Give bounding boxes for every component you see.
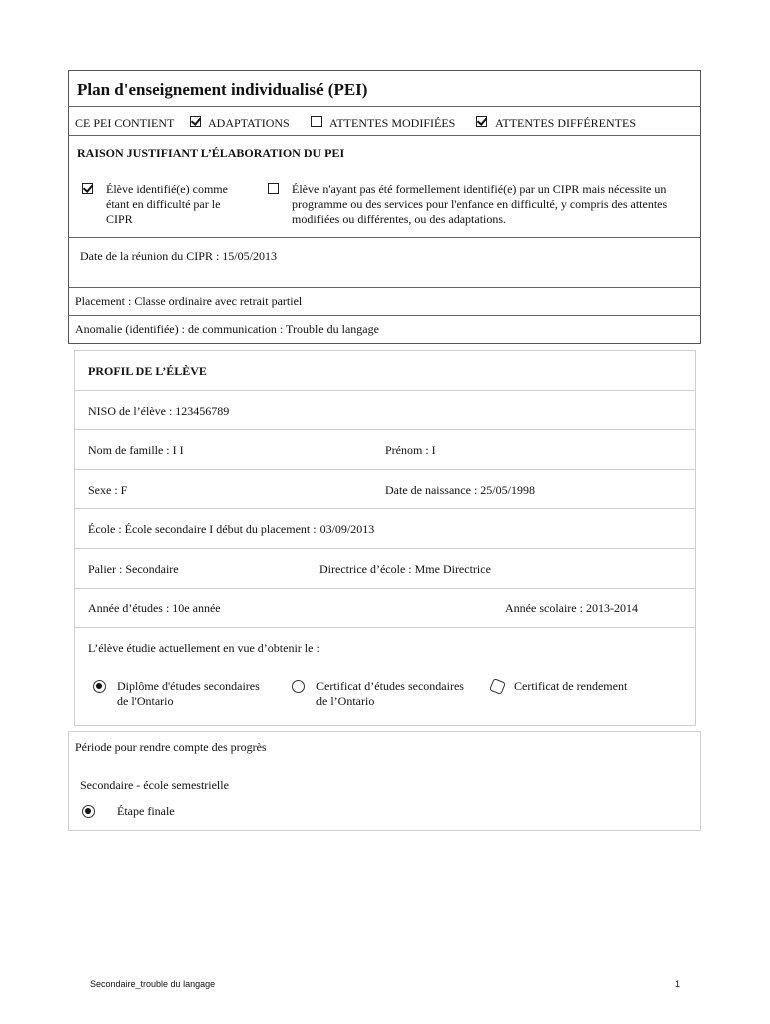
reason-heading: RAISON JUSTIFIANT L’ÉLABORATION DU PEI <box>77 146 345 160</box>
meeting-date: Date de la réunion du CIPR : 15/05/2013 <box>80 249 277 263</box>
principal: Directrice d’école : Mme Directrice <box>319 562 491 576</box>
modified-expectations-label: ATTENTES MODIFIÉES <box>329 116 456 130</box>
reason-not-identified-line-3: modifiées ou différentes, ou des adaptations. <box>292 212 507 226</box>
diploma-ossd-line-1: Diplôme d'études secondaires <box>117 679 260 693</box>
diploma-ossc-line-2: de l’Ontario <box>316 694 375 708</box>
reason-not-identified-checkbox[interactable] <box>268 183 279 194</box>
modified-expectations-checkbox[interactable] <box>311 116 322 127</box>
reason-identified-line-1: Élève identifié(e) comme <box>106 182 228 196</box>
diploma-ossc-radio[interactable] <box>292 680 305 693</box>
reason-identified-checkbox[interactable] <box>82 183 93 194</box>
diploma-ossc-line-1: Certificat d’études secondaires <box>316 679 464 693</box>
reason-identified-line-3: CIPR <box>106 212 133 226</box>
first-name: Prénom : I <box>385 443 436 457</box>
sex: Sexe : F <box>88 483 128 497</box>
school-year: Année scolaire : 2013-2014 <box>505 601 638 615</box>
anomaly: Anomalie (identifiée) : de communication : Trouble du langage <box>75 322 379 336</box>
diploma-achievement-line-1: Certificat de rendement <box>514 679 628 693</box>
grade: Année d’études : 10e année <box>88 601 221 615</box>
student-niso: NISO de l’élève : 123456789 <box>88 404 230 418</box>
reason-not-identified-line-2: programme ou des services pour l'enfance en difficulté, y compris des attentes <box>292 197 668 211</box>
final-step-label: Étape finale <box>117 804 175 818</box>
alternative-expectations-checkbox[interactable] <box>476 116 487 127</box>
last-name: Nom de famille : I I <box>88 443 184 457</box>
reason-not-identified-line-1: Élève n'ayant pas été formellement identifié(e) par un CIPR mais nécessite un <box>292 182 667 196</box>
diploma-ossd-radio[interactable] <box>93 680 106 693</box>
school: École : École secondaire I début du placement : 03/09/2013 <box>88 522 375 536</box>
reporting-heading: Période pour rendre compte des progrès <box>75 740 267 754</box>
diploma-ossd-line-2: de l'Ontario <box>117 694 174 708</box>
alternative-expectations-label: ATTENTES DIFFÉRENTES <box>495 116 636 130</box>
adaptations-label: ADAPTATIONS <box>208 116 290 130</box>
adaptations-checkbox[interactable] <box>190 116 201 127</box>
reporting-type: Secondaire - école semestrielle <box>80 778 229 792</box>
placement: Placement : Classe ordinaire avec retrait partiel <box>75 294 303 308</box>
profile-heading: PROFIL DE L’ÉLÈVE <box>88 364 207 378</box>
contains-label: CE PEI CONTIENT <box>75 116 175 130</box>
footer-doc-name: Secondaire_trouble du langage <box>90 979 216 989</box>
final-step-radio[interactable] <box>82 805 95 818</box>
page-title: Plan d'enseignement individualisé (PEI) <box>77 80 368 99</box>
school-level: Palier : Secondaire <box>88 562 179 576</box>
diploma-prompt: L’élève étudie actuellement en vue d’obtenir le : <box>88 641 320 655</box>
reason-identified-line-2: étant en difficulté par le <box>106 197 221 211</box>
footer-page-number: 1 <box>675 979 681 989</box>
birth-date: Date de naissance : 25/05/1998 <box>385 483 535 497</box>
